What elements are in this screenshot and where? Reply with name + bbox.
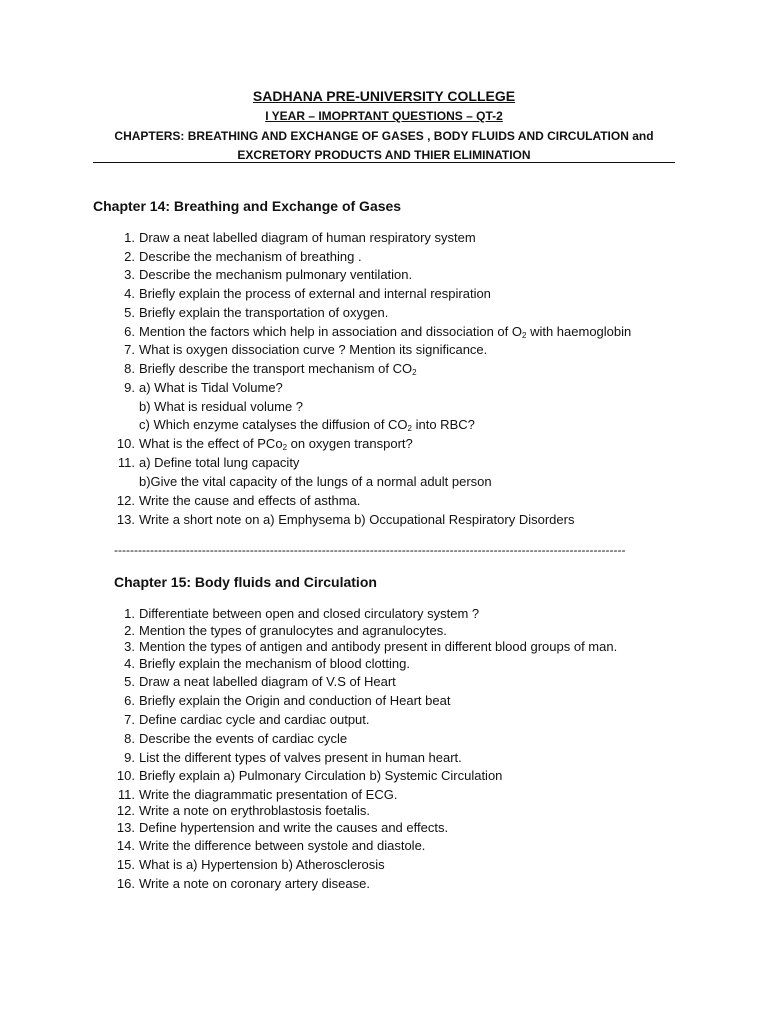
question-text-main: Briefly explain the transportation of oxygen. — [139, 305, 389, 320]
question-text-main: Write the cause and effects of asthma. — [139, 493, 361, 508]
question-text — [139, 493, 360, 508]
question-text — [139, 512, 574, 527]
question-text — [139, 768, 502, 783]
question-text — [139, 656, 410, 671]
question-number: 3. — [124, 639, 135, 654]
header-divider — [93, 162, 675, 163]
question-number: 11. — [117, 455, 135, 470]
question-number: 2. — [124, 623, 135, 638]
question-text — [139, 286, 491, 301]
question-number: 12. — [116, 803, 135, 818]
question-text — [139, 820, 448, 835]
question-text-after: on oxygen transport? — [287, 436, 413, 451]
question-text — [139, 712, 370, 727]
question-text-main: Differentiate between open and closed circulatory system ? — [139, 606, 480, 621]
question-text — [139, 267, 412, 282]
document-subtitle: I YEAR – IMOPRTANT QUESTIONS – QT-2 — [265, 109, 503, 123]
question-text — [139, 455, 299, 470]
question-text-main: Briefly explain the Origin and conduction of Heart beat — [139, 693, 451, 708]
subscript: 2 — [412, 368, 417, 377]
question-text-main: Briefly explain the mechanism of blood clotting. — [139, 656, 410, 671]
question-number: 3. — [124, 267, 135, 282]
question-text-main: Briefly explain the process of external and internal respiration — [139, 286, 491, 301]
question-text — [139, 380, 283, 395]
question-text — [139, 623, 447, 638]
chapter-14-title: Chapter 14: Breathing and Exchange of Gases — [93, 198, 402, 214]
question-number: 6. — [124, 693, 135, 708]
section-separator: -------------------------------------------------------------------------------------------------------------------------------- — [114, 543, 626, 557]
question-text — [139, 693, 450, 708]
question-text-main: b) What is residual volume ? — [139, 399, 304, 414]
question-text — [139, 474, 492, 489]
chapters-line-2: EXCRETORY PRODUCTS AND THIER ELIMINATION — [237, 148, 531, 162]
question-text-main: Draw a neat labelled diagram of V.S of Heart — [139, 674, 396, 689]
question-text-after: with haemoglobin — [526, 324, 632, 339]
question-text-main: Briefly explain a) Pulmonary Circulation b) Systemic Circulation — [139, 768, 503, 783]
question-text — [139, 731, 347, 746]
question-text-after: into RBC? — [412, 417, 475, 432]
question-text-main: What is the effect of PCo — [139, 436, 283, 451]
question-text-main: Draw a neat labelled diagram of human respiratory system — [139, 230, 476, 245]
question-number: 7. — [124, 342, 135, 357]
chapters-line-1: CHAPTERS: BREATHING AND EXCHANGE OF GASES , BODY FLUIDS AND CIRCULATION and — [114, 129, 654, 143]
question-number: 1. — [124, 230, 135, 245]
question-text-main: Write the diagrammatic presentation of ECG. — [139, 787, 398, 802]
question-text — [139, 639, 617, 654]
question-number: 8. — [124, 731, 135, 746]
question-number: 2. — [124, 249, 135, 264]
question-number: 12. — [116, 493, 135, 508]
college-name: SADHANA PRE-UNIVERSITY COLLEGE — [252, 88, 516, 104]
question-number: 7. — [124, 712, 135, 727]
question-text-main: Mention the factors which help in association and dissociation of O — [139, 324, 522, 339]
question-text — [139, 417, 475, 433]
subscript: 2 — [407, 424, 412, 433]
question-number: 15. — [116, 857, 135, 872]
question-text-main: Define hypertension and write the causes and effects. — [139, 820, 449, 835]
question-text-main: Write the difference between systole and diastole. — [139, 838, 426, 853]
question-number: 10. — [116, 436, 135, 451]
question-text-main: What is a) Hypertension b) Atherosclerosis — [139, 857, 385, 872]
question-text-main: Mention the types of granulocytes and agranulocytes. — [139, 623, 447, 638]
question-text-main: Briefly describe the transport mechanism of CO — [139, 361, 413, 376]
question-text — [139, 305, 388, 320]
question-number: 11. — [117, 787, 135, 802]
question-number: 14. — [116, 838, 135, 853]
question-text-main: Describe the events of cardiac cycle — [139, 731, 348, 746]
question-number: 9. — [124, 380, 135, 395]
question-text — [139, 876, 370, 891]
subscript: 2 — [522, 331, 527, 340]
question-text-main: a) What is Tidal Volume? — [139, 380, 283, 395]
question-text — [139, 436, 413, 452]
question-text — [139, 399, 303, 414]
question-text-main: Write a short note on a) Emphysema b) Occupational Respiratory Disorders — [139, 512, 575, 527]
question-text — [139, 803, 370, 818]
question-number: 13. — [116, 820, 135, 835]
question-text — [139, 787, 397, 802]
question-text-main: Mention the types of antigen and antibody present in different blood groups of man. — [139, 639, 618, 654]
subscript: 2 — [282, 443, 288, 452]
chapter-15-title: Chapter 15: Body fluids and Circulation — [114, 574, 377, 590]
question-number: 10. — [116, 768, 135, 783]
question-number: 6. — [124, 324, 135, 339]
question-text — [139, 606, 479, 621]
question-text-main: a) Define total lung capacity — [139, 455, 300, 470]
question-text-main: b)Give the vital capacity of the lungs of a normal adult person — [139, 474, 492, 489]
question-number: 5. — [124, 674, 135, 689]
question-text — [139, 674, 396, 689]
question-text-main: List the different types of valves present in human heart. — [139, 750, 462, 765]
question-number: 5. — [124, 305, 135, 320]
question-text-main: Describe the mechanism pulmonary ventilation. — [139, 267, 413, 282]
question-number: 4. — [124, 656, 135, 671]
question-text — [139, 361, 417, 377]
question-text — [139, 342, 487, 357]
question-number: 4. — [124, 286, 135, 301]
question-text-main: Write a note on coronary artery disease. — [139, 876, 370, 891]
question-number: 16. — [116, 876, 135, 891]
question-text — [139, 838, 425, 853]
question-text-main: Describe the mechanism of breathing . — [139, 249, 362, 264]
question-text — [139, 750, 462, 765]
question-text — [139, 857, 385, 872]
question-number: 8. — [124, 361, 135, 376]
question-text-main: Define cardiac cycle and cardiac output. — [139, 712, 370, 727]
question-text-main: Write a note on erythroblastosis foetalis. — [139, 803, 370, 818]
chapters-heading — [0, 127, 768, 165]
question-text-main: What is oxygen dissociation curve ? Mention its significance. — [139, 342, 488, 357]
question-text — [139, 249, 362, 264]
question-number: 1. — [124, 606, 135, 621]
question-text-main: c) Which enzyme catalyses the diffusion of CO — [139, 417, 408, 432]
question-text — [139, 230, 476, 245]
question-text — [139, 324, 631, 340]
question-number: 13. — [116, 512, 135, 527]
question-number: 9. — [124, 750, 135, 765]
